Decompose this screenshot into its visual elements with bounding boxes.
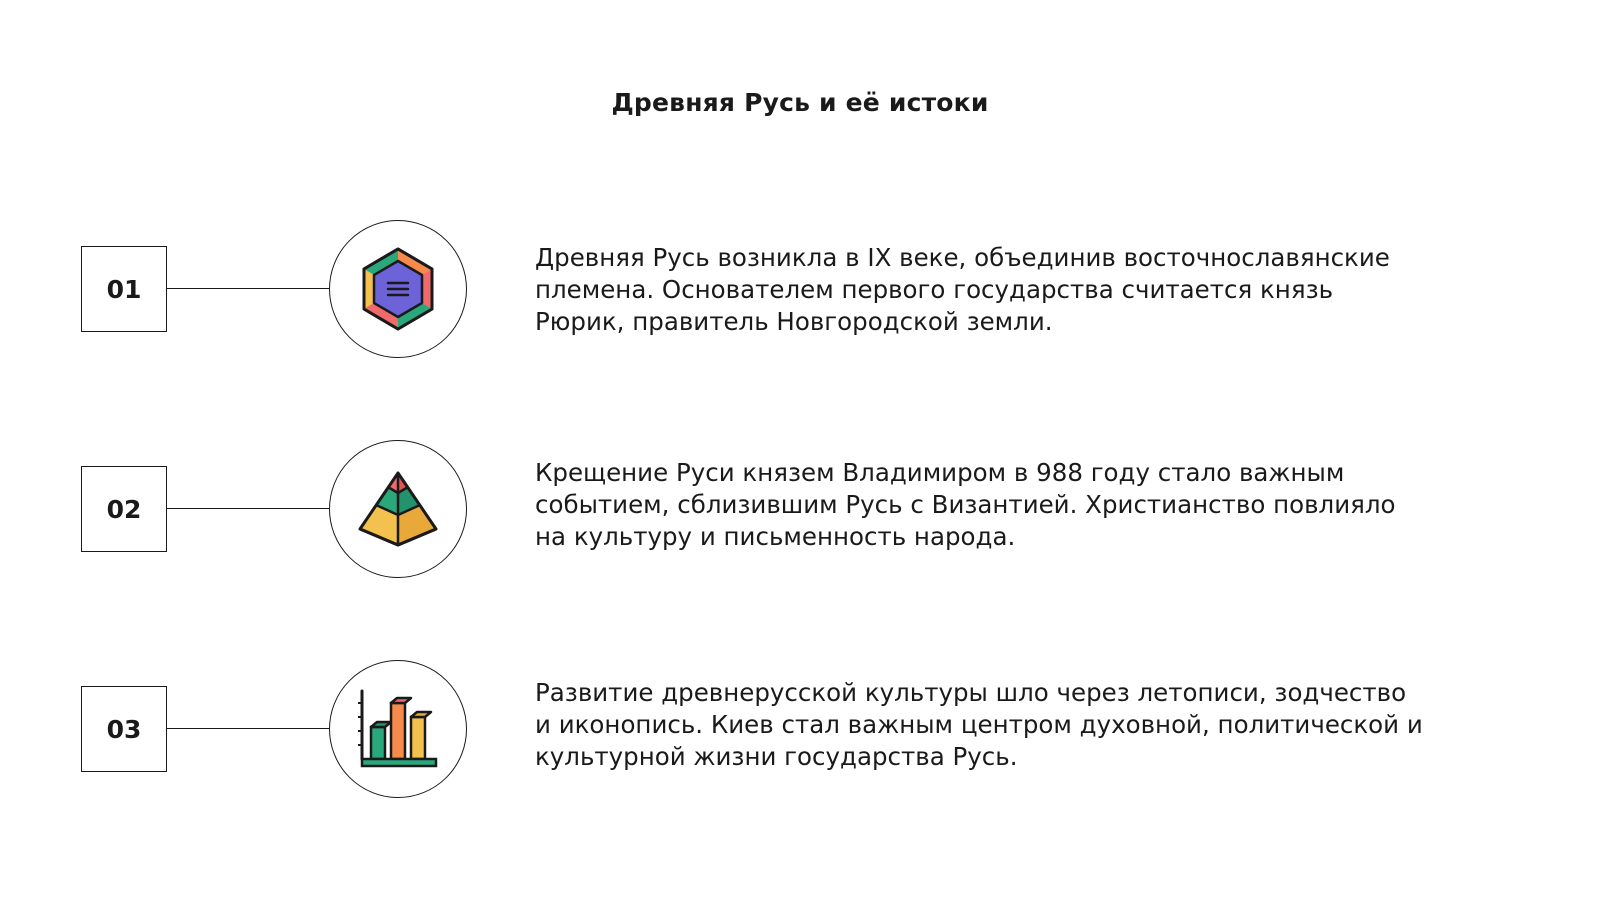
icon-circle: [329, 220, 467, 358]
item-description: Крещение Руси князем Владимиром в 988 году стало важным событием, сблизившим Русь с Византией. Христианство повлияло на культуру и письменность народа.: [535, 458, 1396, 551]
page-title: Древняя Русь и её истоки: [611, 88, 989, 117]
list-item: [0, 660, 1600, 820]
connector-line: [167, 508, 329, 509]
icon-circle: [329, 440, 467, 578]
item-description: Развитие древнерусской культуры шло через летописи, зодчество и иконопись. Киев стал важным центром духовной, политической и культурной жизни государства Русь.: [535, 678, 1423, 771]
list-item: [0, 440, 1600, 600]
connector-line: [167, 728, 329, 729]
hexagon-document-icon: [358, 245, 438, 333]
connector-line: [167, 288, 329, 289]
item-number-box: 03: [81, 686, 167, 772]
item-description: Древняя Русь возникла в IX веке, объединив восточнославянские племена. Основателем первого государства считается князь Рюрик, правитель Новгородской земли.: [535, 243, 1390, 336]
bar-chart-icon: [356, 687, 440, 771]
icon-circle: [329, 660, 467, 798]
list-item: [0, 220, 1600, 380]
pyramid-icon: [356, 467, 440, 551]
item-number-box: 02: [81, 466, 167, 552]
item-number-box: 01: [81, 246, 167, 332]
